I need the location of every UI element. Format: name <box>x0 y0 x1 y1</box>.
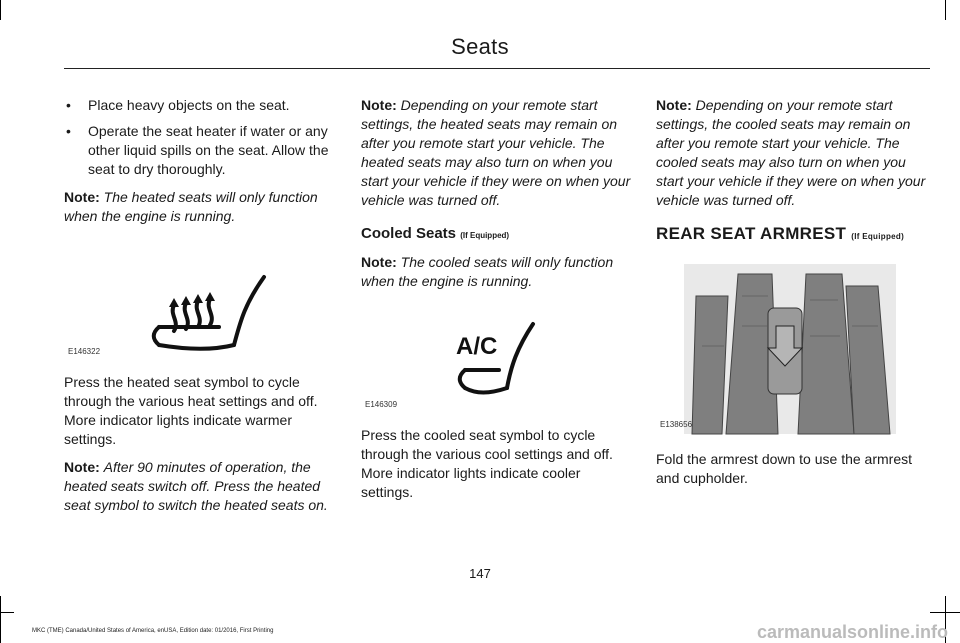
note <box>656 96 928 210</box>
page-number: 147 <box>469 566 491 581</box>
figure-code: E146309 <box>365 400 398 409</box>
note <box>361 253 634 291</box>
heated-seat-icon <box>64 235 336 363</box>
column-2 <box>361 96 634 511</box>
paragraph: Press the cooled seat symbol to cycle through the various cool settings and off. More indicator lights indicate cooler settings. <box>361 427 613 500</box>
heading-text: Cooled Seats <box>361 225 457 242</box>
note-text: The heated seats will only function when the engine is running. <box>64 189 318 224</box>
cooled-seat-figure <box>361 300 633 416</box>
crop-mark <box>0 0 1 20</box>
note-text: The cooled seats will only function when the engine is running. <box>361 254 614 289</box>
watermark: carmanualsonline.info <box>756 622 948 642</box>
note-label: Note: <box>361 97 397 113</box>
paragraph: Fold the armrest down to use the armrest and cupholder. <box>656 451 912 486</box>
note-label: Note: <box>361 254 397 270</box>
crop-mark <box>0 596 1 643</box>
bullet-list <box>64 96 336 179</box>
footer-text: MKC (TME) Canada/United States of America, enUSA, Edition date: 01/2016, First Printing <box>32 628 274 634</box>
crop-mark <box>0 612 14 613</box>
note <box>64 188 336 226</box>
figure-code: E146322 <box>68 347 101 356</box>
note-label: Note: <box>656 97 692 113</box>
page-title: Seats <box>451 34 509 59</box>
figure-code: E138656 <box>660 420 693 429</box>
note-label: Note: <box>64 459 100 475</box>
note-text: Depending on your remote start settings, the heated seats may remain on after you remote start your vehicle. The heated seats may also turn on when you start your vehicle if they were on when your vehicle was turned off. <box>361 97 631 208</box>
heated-seat-figure <box>64 235 336 363</box>
note <box>361 96 634 210</box>
section-heading <box>361 224 634 245</box>
note-text: Depending on your remote start settings, the cooled seats may remain on after you remote start your vehicle. The cooled seats may also turn on when you start your vehicle if they were on when your vehicle was turned off. <box>656 97 926 208</box>
cooled-seat-icon <box>361 300 633 416</box>
rear-armrest-figure <box>656 256 928 436</box>
heading-suffix: (If Equipped) <box>851 232 905 241</box>
heading-text: REAR SEAT ARMREST <box>656 224 847 243</box>
heading-suffix: (If Equipped) <box>460 231 510 240</box>
column-3 <box>656 96 928 497</box>
list-item: • Place heavy objects on the seat. <box>64 96 336 115</box>
list-item: • Operate the seat heater if water or any other liquid spills on the seat. Allow the seat to dry thoroughly. <box>64 122 336 179</box>
paragraph: Press the heated seat symbol to cycle through the various heat settings and off. More indicator lights indicate warmer settings. <box>64 374 318 447</box>
crop-mark <box>945 0 946 20</box>
rear-armrest-illustration <box>656 256 928 436</box>
crop-mark <box>930 612 960 613</box>
section-heading <box>656 224 928 246</box>
note-label: Note: <box>64 189 100 205</box>
note-text: After 90 minutes of operation, the heated seats switch off. Press the heated seat symbol to switch the heated seats on. <box>64 459 328 513</box>
note <box>64 458 336 515</box>
header-divider <box>64 68 930 69</box>
column-1 <box>64 96 336 524</box>
ac-label: A/C <box>456 333 498 360</box>
